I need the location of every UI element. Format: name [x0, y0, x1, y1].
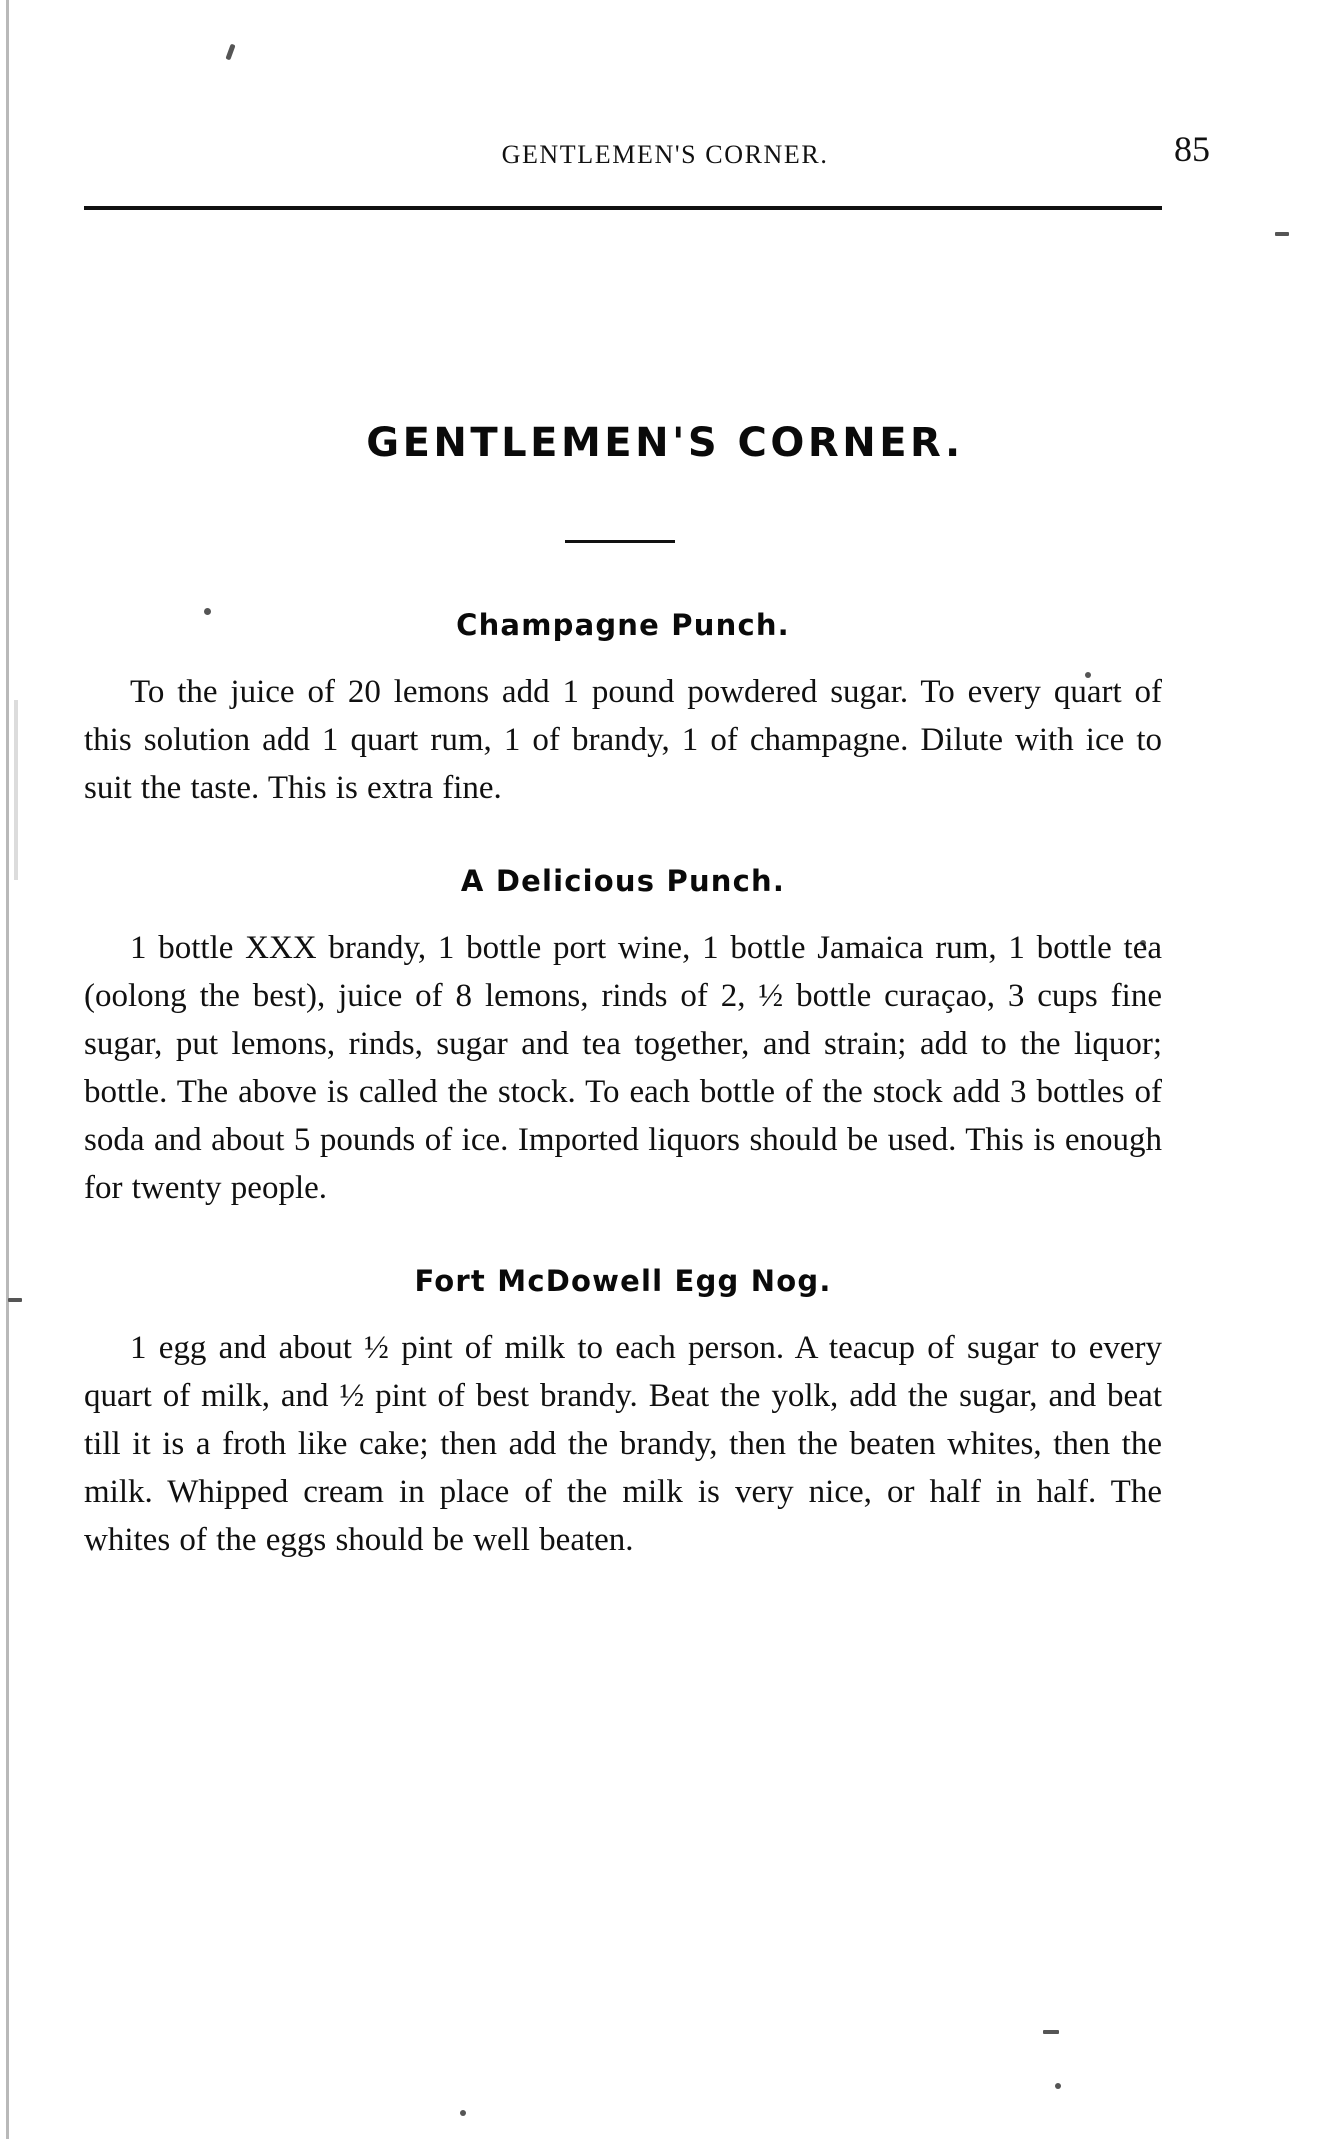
page-title: GENTLEMEN'S CORNER. — [366, 420, 964, 466]
running-head-text: GENTLEMEN'S CORNER. — [501, 140, 829, 169]
recipe-title-fort-mcdowell-egg-nog: Fort McDowell Egg Nog. — [414, 1264, 832, 1298]
scan-speck — [1055, 2083, 1061, 2089]
text-column — [84, 600, 1162, 1564]
scan-speck — [1043, 2030, 1059, 2034]
scan-speck — [1275, 232, 1289, 236]
scan-edge-mark — [6, 0, 9, 2139]
recipe-body-fort-mcdowell-egg-nog: 1 egg and about ½ pint of milk to each person. A teacup of sugar to every quart of milk, and ½ pint of best brandy. Beat the yolk, add the sugar, and beat till it is a froth like cake; then add the brandy, then the beaten whites, then the milk. Whipped cream in place of the milk is very nice, or half in half. The whites of the eggs should be well beaten. — [84, 1330, 1162, 1558]
scan-edge-mark — [14, 700, 18, 880]
recipe-body-a-delicious-punch: 1 bottle XXX brandy, 1 bottle port wine, 1 bottle Jamaica rum, 1 bottle tea (oolong the best), juice of 8 lemons, rinds of 2, ½ bottle curaçao, 3 cups fine sugar, put lemons, rinds, sugar and tea together, and strain; add to the liquor; bottle. The above is called the stock. To each bottle of the stock add 3 bottles of soda and about 5 pounds of ice. Imported liquors should be used. This is enough for twenty people. — [84, 930, 1162, 1206]
title-divider — [565, 540, 675, 543]
recipe-body-champagne-punch: To the juice of 20 lemons add 1 pound powdered sugar. To every quart of this solution add 1 quart rum, 1 of brandy, 1 of champagne. Dilute with ice to suit the taste. This is extra fine. — [84, 674, 1162, 806]
recipe-title-champagne-punch: Champagne Punch. — [456, 608, 790, 642]
recipe-title-a-delicious-punch: A Delicious Punch. — [460, 864, 786, 898]
page-number: 85 — [1174, 129, 1210, 169]
scan-speck — [8, 1298, 22, 1302]
header-rule — [84, 206, 1162, 210]
scan-speck — [225, 44, 235, 61]
running-head — [0, 140, 1330, 170]
scan-speck — [460, 2110, 466, 2116]
